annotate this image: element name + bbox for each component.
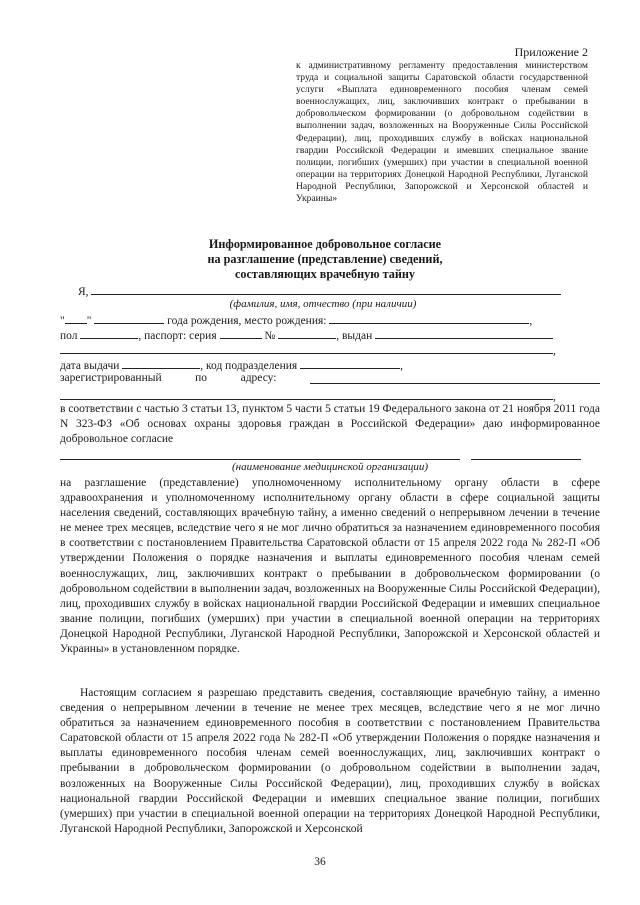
i-label: Я, (78, 286, 89, 298)
heading-line-2: на разглашение (представление) сведений, (207, 252, 443, 266)
birthplace-field[interactable] (329, 312, 529, 324)
heading-line-3: составляющих врачебную тайну (235, 267, 415, 281)
birth-year-label: года рождения, место рождения: (167, 315, 327, 327)
issued-continuation-row: , (60, 342, 600, 357)
paragraph-permission: Настоящим согласием я разрешаю представить сведения, составляющие врачебную тайну, а именно сведения о непрерывном лечении в течение не менее трех месяцев, вследствие чего я не мог лично обратиться за назначением единовременного пособия в соответствии с постановлением Правительства Саратовской области от 15 апреля 2022 года № 282-П «Об утверждении Положения о порядке назначения и выплаты единовременного пособия членам семей военнослужащих, лиц, заключивших контракт о пребывании в добровольческом формировании (о добровольном содействии в выполнении задач, возложенных на Вооруженные Силы Российской Федерации), лиц, проходивших службу в войсках национальной гвардии Российской Федерации и имевших специальное звание полиции, погибших (умерших) при участии в специальной военной операции на территориях Донецкой Народной Республики, Луганской Народной Республики, Запорожской и Херсонской (60, 687, 600, 835)
registered-label: зарегистрированный (60, 372, 162, 384)
appendix-reference-text: к административному регламенту предоставления министерством труда и социальной защиты Саратовской области государственной услуги «Выплата единовременного пособия членам семей военнослужащих, лиц, заключивших контракт о пребывании в добровольческом формировании (о добровольном содействии в выполнении задач, возложенных на Вооруженные Силы Российской Федерации), лиц, проходивших службу в войсках национальной гвардии Российской Федерации и имевших специальное звание полиции, погибших (умерших) при участии в специальной военной операции на территориях Донецкой Народной Республики, Луганской Народной Республики, Запорожской и Херсонской областей и Украины» (296, 60, 588, 205)
paragraph-disclosure: на разглашение (представление) уполномоченному исполнительному органу области в сфере здравоохранения и уполномоченному исполнительному органу области в сфере социальной защиты населения сведений, составляющих врачебную тайну, а именно сведений о непрерывном лечении в течение не менее трех месяцев, вследствие чего я не мог лично обратиться за назначением единовременного пособия в соответствии с постановлением Правительства Саратовской области от 15 апреля 2022 года № 282-П «Об утверждении Положения о порядке назначения и выплаты единовременного пособия членам семей военнослужащих, лиц, заключивших контракт о пребывании в добровольческом формировании (о добровольном содействии в выполнении задач, возложенных на Вооруженные Силы Российской Федерации), лиц, проходивших службу в войсках национальной гвардии Российской Федерации и имевших специальное звание полиции, погибших (умерших) при участии в специальной военной операции на территориях Донецкой Народной Республики, Луганской Народной Республики, Запорожской и Херсонской областей и Украины» в установленном порядке. (60, 477, 600, 656)
document-heading (60, 237, 590, 282)
issued-continuation-field[interactable] (60, 342, 553, 354)
birth-row: " " года рождения, место рождения: , (60, 312, 600, 327)
address-continuation-field[interactable] (60, 388, 553, 400)
fio-row (60, 283, 600, 298)
number-label: № (264, 330, 276, 342)
dept-code-label: , код подразделения (200, 360, 298, 372)
passport-label: , паспорт: серия (138, 330, 217, 342)
med-org-field[interactable] (60, 448, 460, 460)
passport-row (60, 327, 600, 342)
address-row (60, 372, 600, 384)
issue-date-label: дата выдачи (60, 360, 120, 372)
med-org-field-2[interactable] (471, 448, 581, 460)
passport-issued-field[interactable] (375, 327, 553, 339)
at-label: по (195, 372, 208, 384)
issue-date-row: дата выдачи , код подразделения , (60, 357, 600, 372)
sex-label: пол (60, 330, 78, 342)
sex-field[interactable] (80, 327, 138, 339)
dept-code-field[interactable] (300, 357, 400, 369)
issued-label: , выдан (336, 330, 373, 342)
passport-number-field[interactable] (278, 327, 336, 339)
address-label: адресу: (240, 372, 277, 384)
quote-open: " (60, 315, 65, 327)
issue-date-field[interactable] (122, 357, 200, 369)
address-continuation-row: , (60, 388, 600, 403)
appendix-title: Приложение 2 (514, 45, 588, 59)
birth-month-field[interactable] (94, 312, 164, 324)
fio-field[interactable] (91, 283, 561, 295)
med-org-hint: (наименование медицинской организации) (232, 461, 428, 473)
quote-close: " (86, 315, 92, 327)
birth-day-field[interactable] (65, 312, 87, 324)
heading-line-1: Информированное добровольное согласие (208, 237, 442, 251)
page-number: 36 (314, 856, 326, 868)
address-field[interactable] (310, 372, 600, 384)
fio-hint: (фамилия, имя, отчество (при наличии) (229, 298, 417, 310)
passport-series-field[interactable] (220, 327, 262, 339)
consent-intro: в соответствии с частью 3 статьи 13, пунктом 5 части 5 статьи 19 Федерального закона от 21 ноября 2011 года N 323-ФЗ «Об основах охраны здоровья граждан в Российской Федерации» даю информированное добровольное согласие (60, 403, 600, 446)
